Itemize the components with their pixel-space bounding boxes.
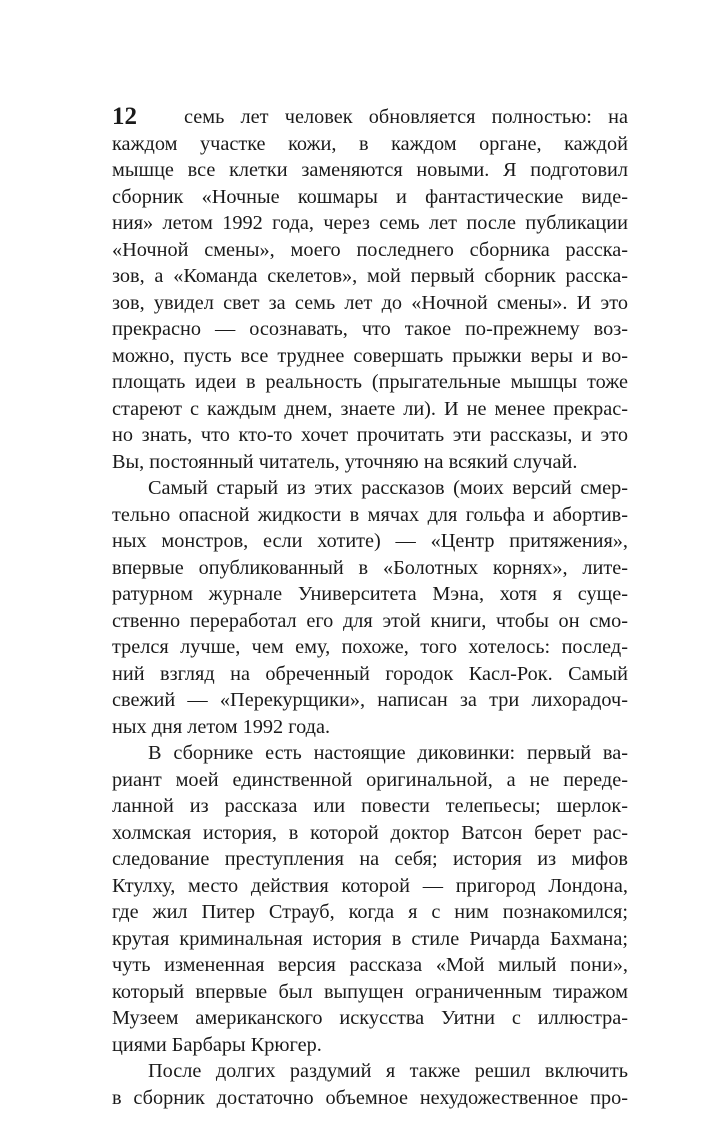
text-line: ния» летом 1992 года, через семь лет после публикации: [112, 212, 628, 234]
page-number: 12: [112, 103, 137, 130]
text-line: риант моей единственной оригинальной, а не переде-: [112, 768, 628, 791]
text-line: стареют с каждым днем, знаете ли). И не менее прекрас-: [112, 397, 628, 420]
text-line: прекрасно — осознавать, что такое по-прежнему воз-: [112, 318, 628, 340]
text-line: Ктулху, место действия которой — пригород Лондона,: [112, 874, 628, 897]
text-line: впервые опубликованный в «Болотных корнях», лите-: [112, 556, 628, 579]
text-line: ратурном журнале Университета Мэна, хотя я суще-: [112, 583, 628, 605]
text-line: можно, пусть все труднее совершать прыжки веры и во-: [112, 344, 628, 367]
text-line: но знать, что кто-то хочет прочитать эти рассказы, и это: [112, 424, 628, 446]
text-line: зов, увидел свет за семь лет до «Ночной смены». И это: [112, 291, 628, 314]
text-line: Музеем американского искусства Уитни с иллюстра-: [112, 1007, 628, 1029]
text-line: Самый старый из этих рассказов (моих версий смер-: [148, 477, 628, 499]
text-line: холмская история, в которой доктор Ватсон берет рас-: [112, 821, 628, 844]
text-line: В сборнике есть настоящие диковинки: первый ва-: [148, 742, 628, 764]
text-line: «Ночной смены», моего последнего сборника расска-: [112, 238, 628, 261]
text-line: где жил Питер Страуб, когда я с ним познакомился;: [112, 901, 628, 923]
text-line: крутая криминальная история в стиле Ричарда Бахмана;: [112, 927, 628, 950]
body-text: [112, 104, 628, 1111]
text-line: который впервые был выпущен ограниченным тиражом: [112, 980, 628, 1003]
text-line: каждом участке кожи, в каждом органе, каждой: [112, 132, 628, 155]
text-line: Вы, постоянный читатель, уточняю на всякий случай.: [112, 450, 578, 473]
text-line: чуть измененная версия рассказа «Мой милый пони»,: [112, 954, 628, 976]
text-line: площать идеи в реальность (прыгательные мышцы тоже: [112, 371, 628, 393]
text-line: сборник «Ночные кошмары и фантастические виде-: [112, 185, 628, 208]
text-line: трелся лучше, чем ему, похоже, того хотелось: послед-: [112, 636, 628, 658]
text-line: в сборник достаточно объемное нехудожественное про-: [112, 1086, 628, 1109]
text-line: ных монстров, если хотите) — «Центр притяжения»,: [112, 530, 628, 552]
text-line: семь лет человек обновляется полностью: на: [184, 106, 628, 128]
text-line: ланной из рассказа или повести телепьесы; шерлок-: [112, 795, 628, 817]
text-line: свежий — «Перекурщики», написан за три лихорадоч-: [112, 689, 628, 711]
text-line: тельно опасной жидкости в мячах для гольфа и абортив-: [112, 503, 628, 526]
text-line: ний взгляд на обреченный городок Касл-Рок. Самый: [112, 662, 628, 685]
text-line: После долгих раздумий я также решил включить: [148, 1060, 628, 1082]
text-line: ственно переработал его для этой книги, чтобы он смо-: [112, 609, 628, 632]
text-line: следование преступления на себя; история из мифов: [112, 848, 628, 870]
text-line: зов, а «Команда скелетов», мой первый сборник расска-: [112, 265, 628, 287]
text-line: циями Барбары Крюгер.: [112, 1033, 322, 1056]
text-line: мышце все клетки заменяются новыми. Я подготовил: [112, 159, 628, 181]
text-line: ных дня летом 1992 года.: [112, 715, 331, 738]
